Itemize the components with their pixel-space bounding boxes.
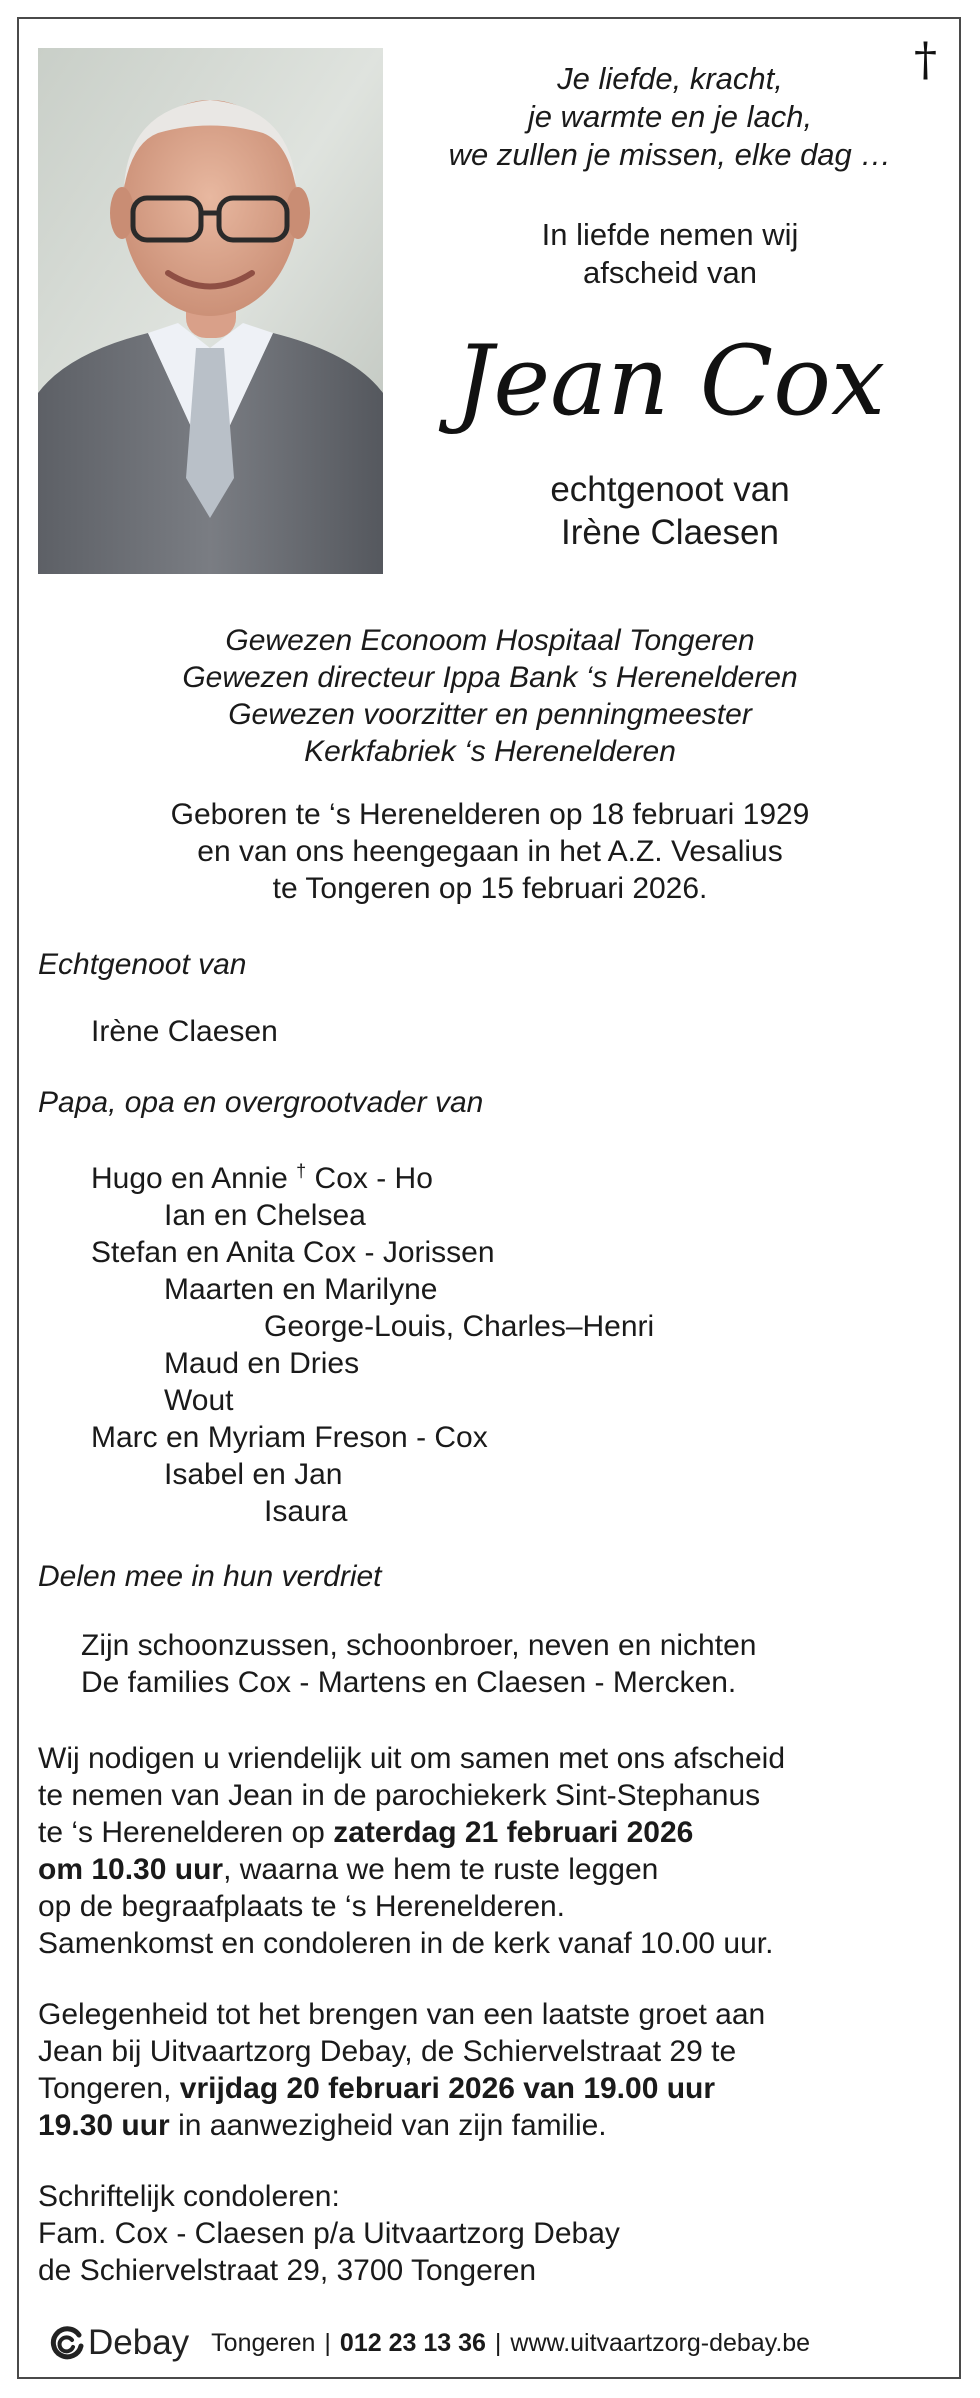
family-member: Ian en Chelsea (164, 1199, 366, 1232)
role-line: Gewezen voorzitter en penningmeester (228, 698, 752, 731)
condolence-line: Fam. Cox - Claesen p/a Uitvaartzorg Debay (38, 2217, 620, 2250)
section-heading: Echtgenoot van (38, 948, 247, 981)
birth-line: te Tongeren op 15 februari 2026. (272, 872, 708, 905)
service-date: zaterdag 21 februari 2026 (333, 1816, 694, 1849)
poem (400, 60, 940, 174)
poem-line: je warmte en je lach, (527, 99, 813, 134)
footer (50, 2321, 930, 2365)
deceased-name: Jean Cox (454, 325, 886, 437)
family-section (38, 1084, 942, 1530)
visitation-end-time: 19.30 uur (38, 2109, 170, 2142)
share-line: De families Cox - Martens en Claesen - Mercken. (81, 1666, 737, 1699)
role-line: Gewezen Econoom Hospitaal Tongeren (225, 624, 755, 657)
invitation-line: om 10.30 uur, waarna we hem te ruste leggen (38, 1853, 659, 1886)
invitation-line: Samenkomst en condoleren in de kerk vanaf 10.00 uur. (38, 1927, 774, 1960)
funeral-invitation (38, 1740, 942, 1962)
debay-logo (50, 2323, 189, 2363)
footer-city: Tongeren (211, 2328, 316, 2357)
condolence-line: de Schiervelstraat 29, 3700 Tongeren (38, 2254, 537, 2287)
family-member: Maarten en Marilyne (164, 1273, 438, 1306)
invitation-line: te ‘s Herenelderen op zaterdag 21 februari 2026 (38, 1816, 694, 1849)
family-member: Hugo en Annie † Cox - Ho (91, 1161, 433, 1195)
visitation-info (38, 1996, 942, 2144)
invitation-line: op de begraafplaats te ‘s Herenelderen. (38, 1890, 566, 1923)
dagger-icon: † (296, 1161, 307, 1181)
birth-line: Geboren te ‘s Herenelderen op 18 februari 1929 (170, 798, 810, 831)
family-member: Isabel en Jan (164, 1458, 343, 1491)
section-heading: Papa, opa en overgrootvader van (38, 1086, 484, 1119)
visitation-line: 19.30 uur in aanwezigheid van zijn familie. (38, 2109, 607, 2142)
spouse-section (38, 946, 942, 1050)
poem-line: we zullen je missen, elke dag … (448, 137, 892, 172)
condolence-line: Schriftelijk condoleren: (38, 2180, 340, 2213)
family-member: Maud en Dries (164, 1347, 360, 1380)
spouse-name: Irène Claesen (91, 1015, 278, 1048)
footer-website[interactable]: www.uitvaartzorg-debay.be (510, 2328, 811, 2357)
intro-line: afscheid van (582, 255, 758, 290)
invitation-line: te nemen van Jean in de parochiekerk Sint-Stephanus (38, 1779, 761, 1812)
service-time: om 10.30 uur (38, 1853, 224, 1886)
logo-text: Debay (88, 2323, 190, 2362)
family-member: Stefan en Anita Cox - Jorissen (91, 1236, 495, 1269)
family-member: Isaura (264, 1495, 348, 1528)
family-member: Wout (164, 1384, 234, 1417)
role-line: Kerkfabriek ‘s Herenelderen (304, 735, 676, 768)
footer-phone[interactable]: 012 23 13 36 (339, 2328, 486, 2357)
role-line: Gewezen directeur Ippa Bank ‘s Herenelderen (182, 661, 798, 694)
invitation-line: Wij nodigen u vriendelijk uit om samen met ons afscheid (38, 1742, 786, 1775)
visitation-line: Tongeren, vrijdag 20 februari 2026 van 19.00 uur (38, 2072, 716, 2105)
visitation-date: vrijdag 20 februari 2026 van 19.00 uur (179, 2072, 716, 2105)
cross-icon: † (914, 32, 937, 86)
spouse-line-name: Irène Claesen (561, 513, 779, 552)
section-heading: Delen mee in hun verdriet (38, 1560, 382, 1593)
visitation-line: Jean bij Uitvaartzorg Debay, de Schiervelstraat 29 te (38, 2035, 737, 2068)
intro-line: In liefde nemen wij (541, 217, 799, 252)
birth-death-info (38, 796, 942, 907)
former-roles (38, 622, 942, 770)
share-line: Zijn schoonzussen, schoonbroer, neven en nichten (81, 1629, 757, 1662)
debay-logo-icon (50, 2326, 84, 2360)
family-member: George-Louis, Charles–Henri (264, 1310, 655, 1343)
share-grief-section (38, 1558, 942, 1701)
spouse-line-label: echtgenoot van (550, 470, 790, 509)
birth-line: en van ons heengegaan in het A.Z. Vesalius (197, 835, 783, 868)
spouse-line (400, 468, 940, 554)
footer-separator: | (494, 2328, 502, 2357)
family-member: Marc en Myriam Freson - Cox (91, 1421, 488, 1454)
condolence-address (38, 2178, 942, 2289)
footer-separator: | (324, 2328, 331, 2357)
poem-line: Je liefde, kracht, (557, 61, 783, 96)
visitation-line: Gelegenheid tot het brengen van een laatste groet aan (38, 1998, 766, 2031)
intro-text (400, 216, 940, 292)
portrait-photo (38, 48, 383, 574)
